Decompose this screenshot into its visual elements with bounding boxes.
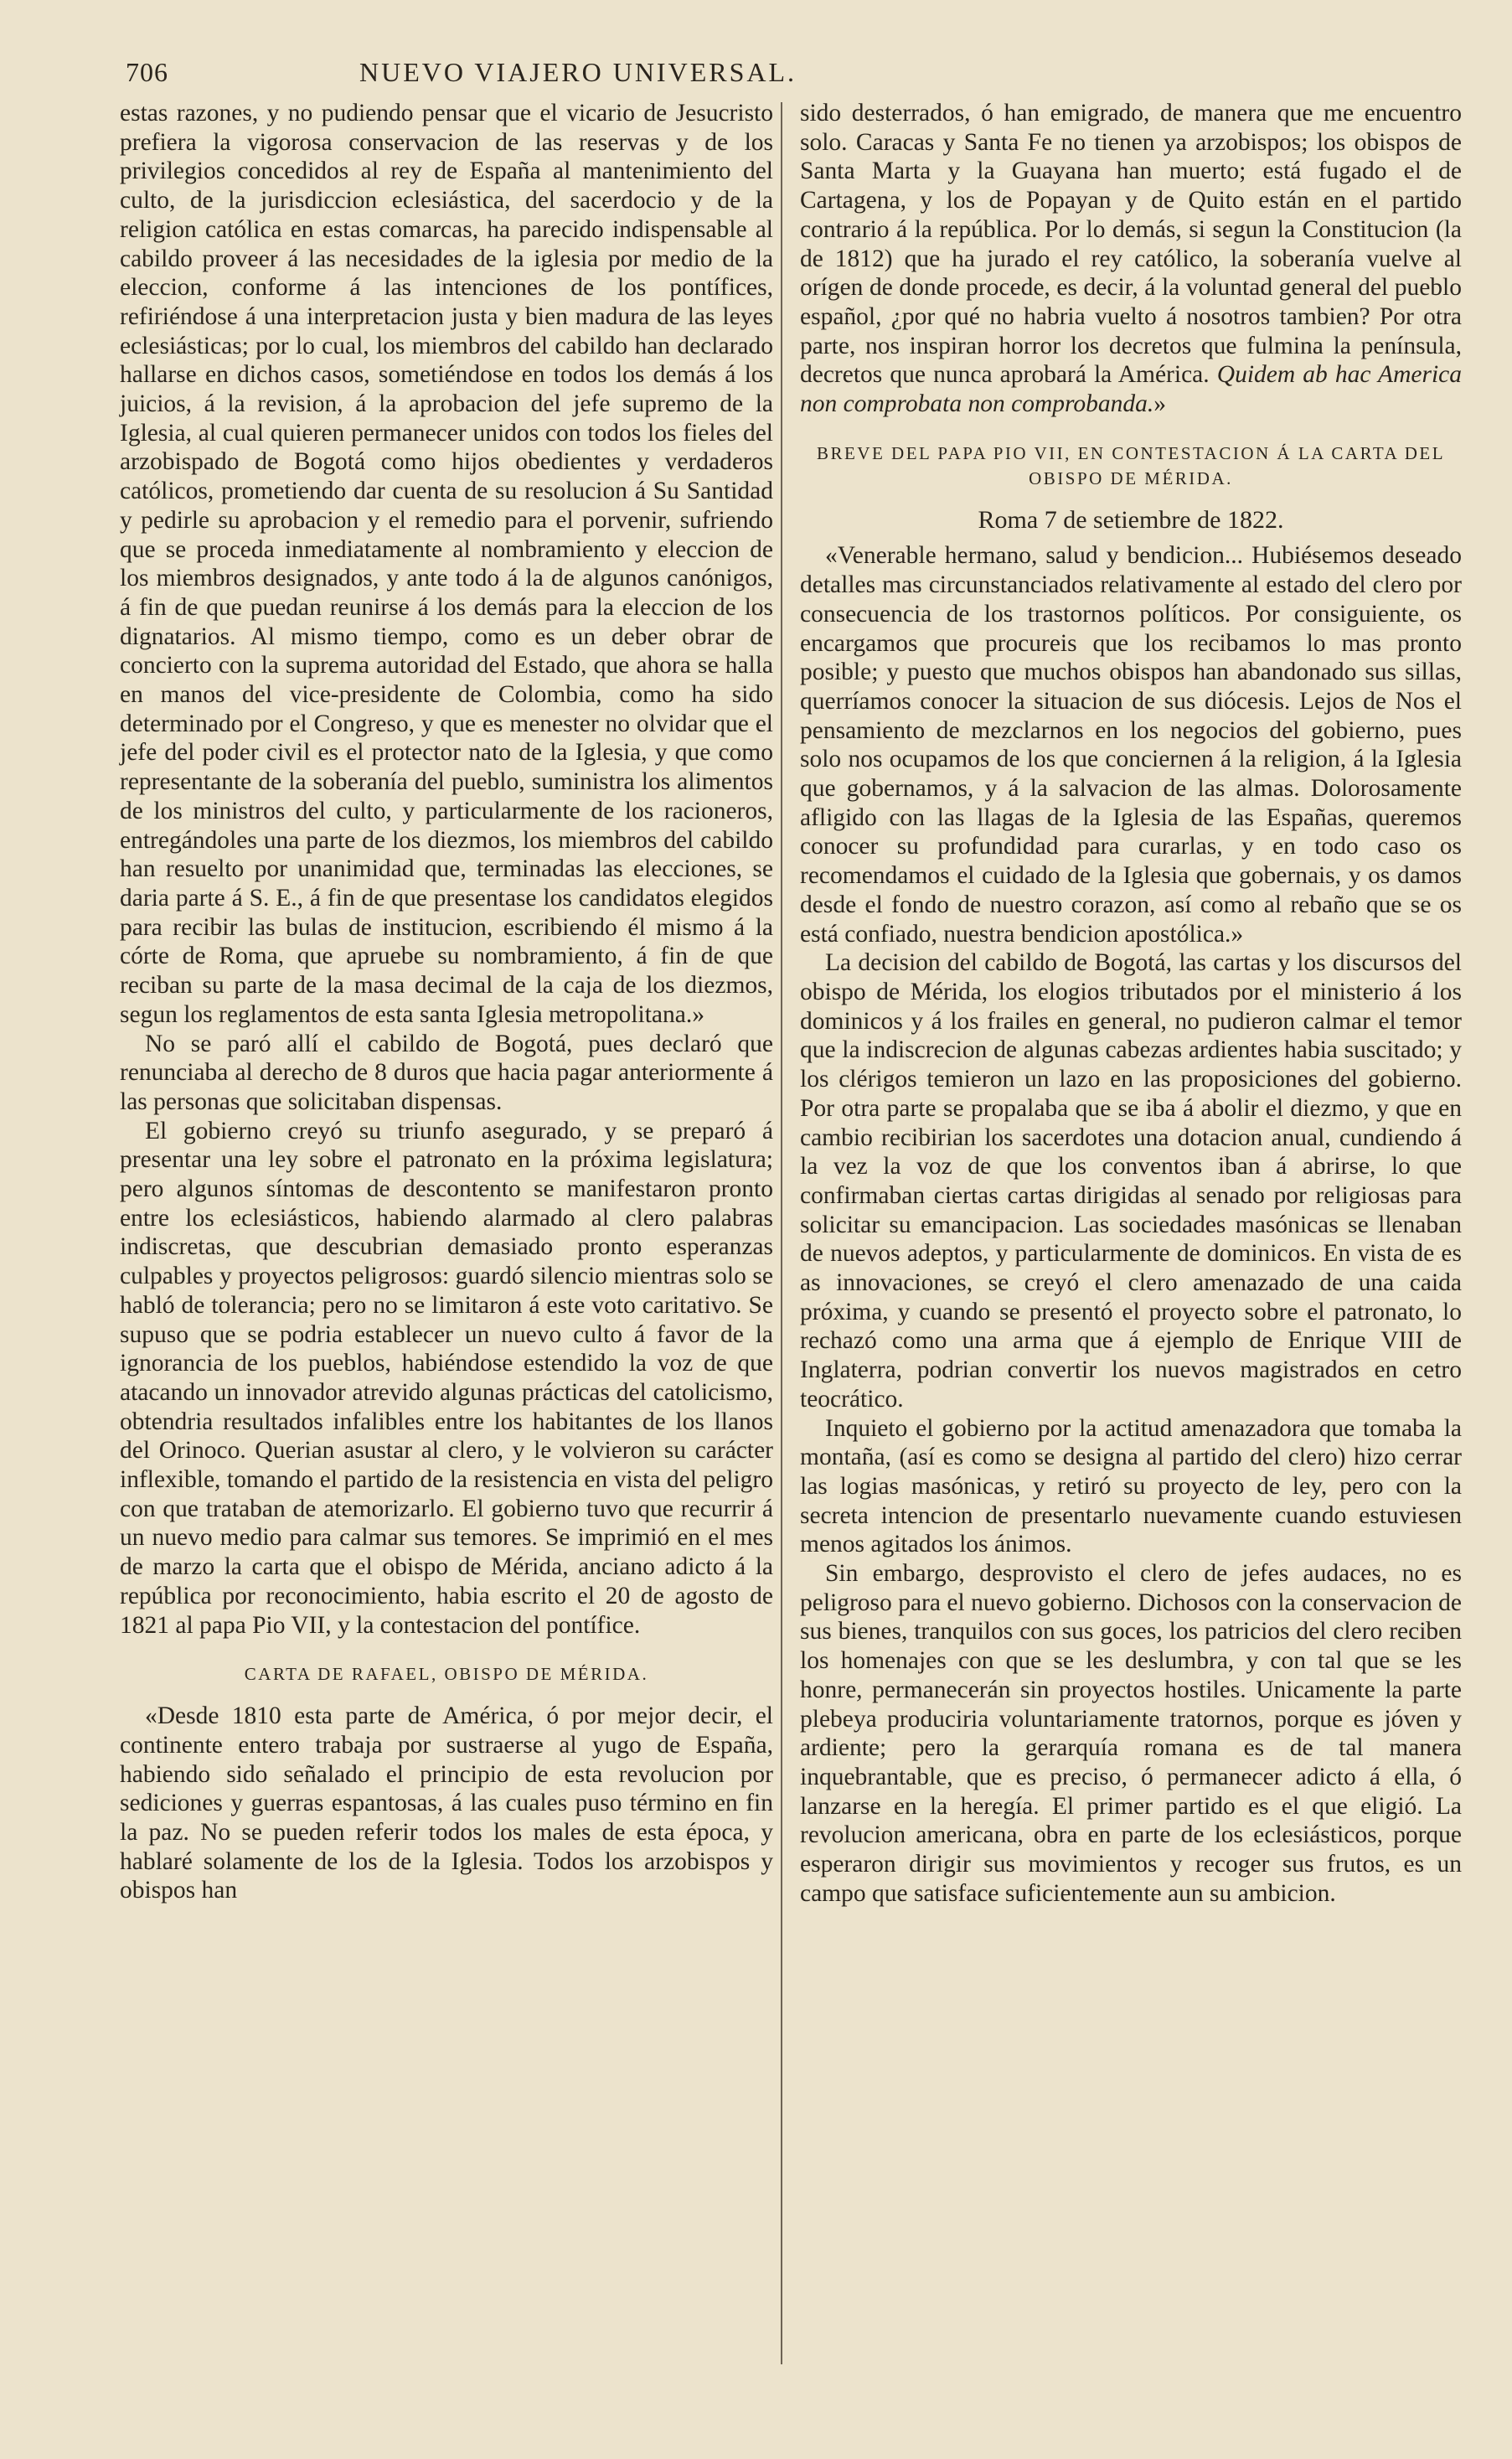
left-column <box>120 99 773 1905</box>
section-heading: CARTA DE RAFAEL, OBISPO DE MÉRIDA. <box>244 1664 649 1685</box>
paragraph <box>800 99 1462 419</box>
paragraph: Sin embargo, desprovisto el clero de jefes audaces, no es peligroso para el nuevo gobierno. Dichosos con la conservacion de sus bienes, tranquilos con sus goces, los patricios del clero reciben los homenajes con que se les deslumbra, y con tal que se les honre, permanecerán sin proyectos hostiles. Unicamente la parte plebeya produciria voluntariamente tratornos, porque es jóven y ardiente; pero la gerarquía romana es de tal manera inquebrantable, que es preciso, ó permanecer adicto á ella, ó lanzarse en la heregía. El primer partido es el que eligió. La revolucion americana, obra en parte de los eclesiásticos, porque esperaron dirigir sus movimientos y recoger sus frutos, es un campo que satisface suficientemente aun su ambicion. <box>800 1560 1462 1907</box>
paragraph: No se paró allí el cabildo de Bogotá, pues declaró que renunciaba al derecho de 8 duros que hacia pagar anteriormente á las personas que solicitaban dispensas. <box>120 1030 773 1115</box>
paragraph: estas razones, y no pudiendo pensar que el vicario de Jesucristo prefiera la vigorosa conservacion de las reservas y de los privilegios concedidos al rey de España al mantenimiento del culto, de la jurisdiccion eclesiástica, del sacerdocio y de la religion católica en estas comarcas, ha parecido indispensable al cabildo proveer á las necesidades de la iglesia por medio de la eleccion, conforme á las intenciones de los pontífices, refiriéndose á una interpretacion justa y bien madura de las leyes eclesiásticas; por lo cual, los miembros del cabildo han declarado hallarse en dichos casos, sometiéndose en todos los demás á los juicios, á la revision, á la aprobacion del jefe supremo de la Iglesia, al cual quieren permanecer unidos con todos los fieles del arzobispado de Bogotá como hijos obedientes y verdaderos católicos, prometiendo dar cuenta de su resolucion á Su Santidad y pedirle su aprobacion y el remedio para el porvenir, sufriendo que se proceda inmediatamente al nombramiento y eleccion de los miembros designados, y ante todo á la de algunos canónigos, á fin de que puedan reunirse á los demás para la eleccion de los dignatarios. Al mismo tiempo, como es un deber obrar de concierto con la suprema autoridad del Estado, que ahora se halla en manos del vice-presidente de Colombia, como ha sido determinado por el Congreso, y que es menester no olvidar que el jefe del poder civil es el protector nato de la Iglesia, y que como representante de la soberanía del pueblo, suministra los alimentos de los ministros del culto, y particularmente de los racioneros, entregándoles una parte de los diezmos, los miembros del cabildo han resuelto por unanimidad que, terminadas las elecciones, se daria parte á S. E., á fin de que presentase los candidatos elegidos para recibir las bulas de institucion, escribiendo él mismo á la córte de Roma, que apruebe su nombramiento, á fin de que reciban su parte de la masa decimal de la caja de los diezmos, segun los reglamentos de esta santa Iglesia metropolitana.» <box>120 100 773 1028</box>
paragraph: La decision del cabildo de Bogotá, las cartas y los discursos del obispo de Mérida, los elogios tributados por el ministerio á los dominicos y á los frailes en general, no pudieron calmar el temor que la indiscrecion de algunas cabezas ardientes habia suscitado; y los clérigos temieron un lazo en las proposiciones del gobierno. Por otra parte se propalaba que se iba á abolir el diezmo, y que en cambio recibirian los sacerdotes una dotacion anual, cundiendo á la vez la voz de que los conventos iban á abrirse, lo que confirmaban ciertas cartas dirigidas al senado por religiosas para solicitar su emancipacion. Las sociedades masónicas se llenaban de nuevos adeptos, y particularmente de dominicos. En vista de es as innovaciones, se creyó el clero amenazado de una caida próxima, y cuando se presentó el proyecto sobre el patronato, lo rechazó como una arma que á ejemplo de Enrique VIII de Inglaterra, podrian convertir los nuevos magistrados en cetro teocrático. <box>800 949 1462 1413</box>
paragraph: Inquieto el gobierno por la actitud amenazadora que tomaba la montaña, (así es como se designa al partido del clero) hizo cerrar las logias masónicas, y retiró su proyecto de ley, pero con la secreta intencion de presentarlo nuevamente cuando estuviesen menos agitados los ánimos. <box>800 1414 1462 1558</box>
paragraph-text: sido desterrados, ó han emigrado, de manera que me encuentro solo. Caracas y Santa Fe no tienen ya arzobispos; los obispos de Santa Marta y la Guayana han muerto; está fugado el de Cartagena, y los de Popayan y de Quito están en el partido contrario á la república. Por lo demás, si segun la Constitucion (la de 1812) que ha jurado el rey católico, la soberanía vuelve al orígen de donde procede, es decir, á la voluntad general del pueblo español, ¿por qué no habria vuelto á nosotros tambien? Por otra parte, nos inspiran horror los decretos que fulmina la península, decretos que nunca aprobará la América. <box>800 100 1462 389</box>
closing-quote: » <box>1153 390 1167 418</box>
section-heading: BREVE DEL PAPA PIO VII, EN CONTESTACION Á LA CARTA DEL OBISPO DE MÉRIDA. <box>816 442 1446 488</box>
page-number: 706 <box>126 57 168 87</box>
latin-quote: Quidem ab hac America non comprobata non comprobanda. <box>800 361 1462 418</box>
column-divider <box>781 102 782 2364</box>
paragraph: «Venerable hermano, salud y bendicion... Hubiésemos deseado detalles mas circunstanciados relativamente al estado del clero por consecuencia de los trastornos políticos. Por consiguiente, os encargamos que procureis que los recibamos lo mas pronto posible; y puesto que muchos obispos han abandonado sus sillas, querríamos conocer la situacion de sus diócesis. Lejos de Nos el pensamiento de mezclarnos en los negocios del gobierno, pues solo nos ocupamos de los que conciernen á la religion, á la Iglesia que gobernamos, y á la salvacion de las almas. Dolorosamente afligido con las llagas de la Iglesia de las Españas, queremos conocer su profundidad para curarlas, y en todo caso os recomendamos el cuidado de la Iglesia que gobernais, y os damos desde el fondo de nuestro corazon, así como al rebaño que se os está confiado, nuestra bendicion apostólica.» <box>800 542 1462 948</box>
paragraph: «Desde 1810 esta parte de América, ó por mejor decir, el continente entero trabaja por sustraerse al yugo de España, habiendo sido señalado el principio de esta revolucion por sediciones y guerras espantosas, á las cuales puso término en fin la paz. No se pueden referir todos los males de esta época, y hablaré solamente de los de la Iglesia. Todos los arzobispos y obispos han <box>120 1702 773 1904</box>
right-column <box>800 99 1462 1908</box>
page-header <box>126 57 1483 94</box>
dateline: Roma 7 de setiembre de 1822. <box>978 505 1284 534</box>
paragraph: El gobierno creyó su triunfo asegurado, y se preparó á presentar una ley sobre el patronato en la próxima legislatura; pero algunos síntomas de descontento se manifestaron pronto entre los eclesiásticos, habiendo alarmado al clero palabras indiscretas, que descubrian demasiado pronto esperanzas culpables y proyectos peligrosos: guardó silencio mientras solo se habló de tolerancia; pero no se limitaron á este voto caritativo. Se supuso que se podria establecer un nuevo culto á favor de la ignorancia de los pueblos, habiéndose estendido la voz de que atacando un innovador atrevido algunas prácticas del catolicismo, obtendria resultados infalibles entre los habitantes de los llanos del Orinoco. Querian asustar al clero, y le volvieron su carácter inflexible, tomando el partido de la resistencia en vista del peligro con que trataban de atemorizarlo. El gobierno tuvo que recurrir á un nuevo medio para calmar sus temores. Se imprimió en el mes de marzo la carta que el obispo de Mérida, anciano adicto á la república por reconocimiento, habia escrito el 20 de agosto de 1821 al papa Pio VII, y la contestacion del pontífice. <box>120 1117 773 1639</box>
running-title: NUEVO VIAJERO UNIVERSAL. <box>359 57 797 87</box>
